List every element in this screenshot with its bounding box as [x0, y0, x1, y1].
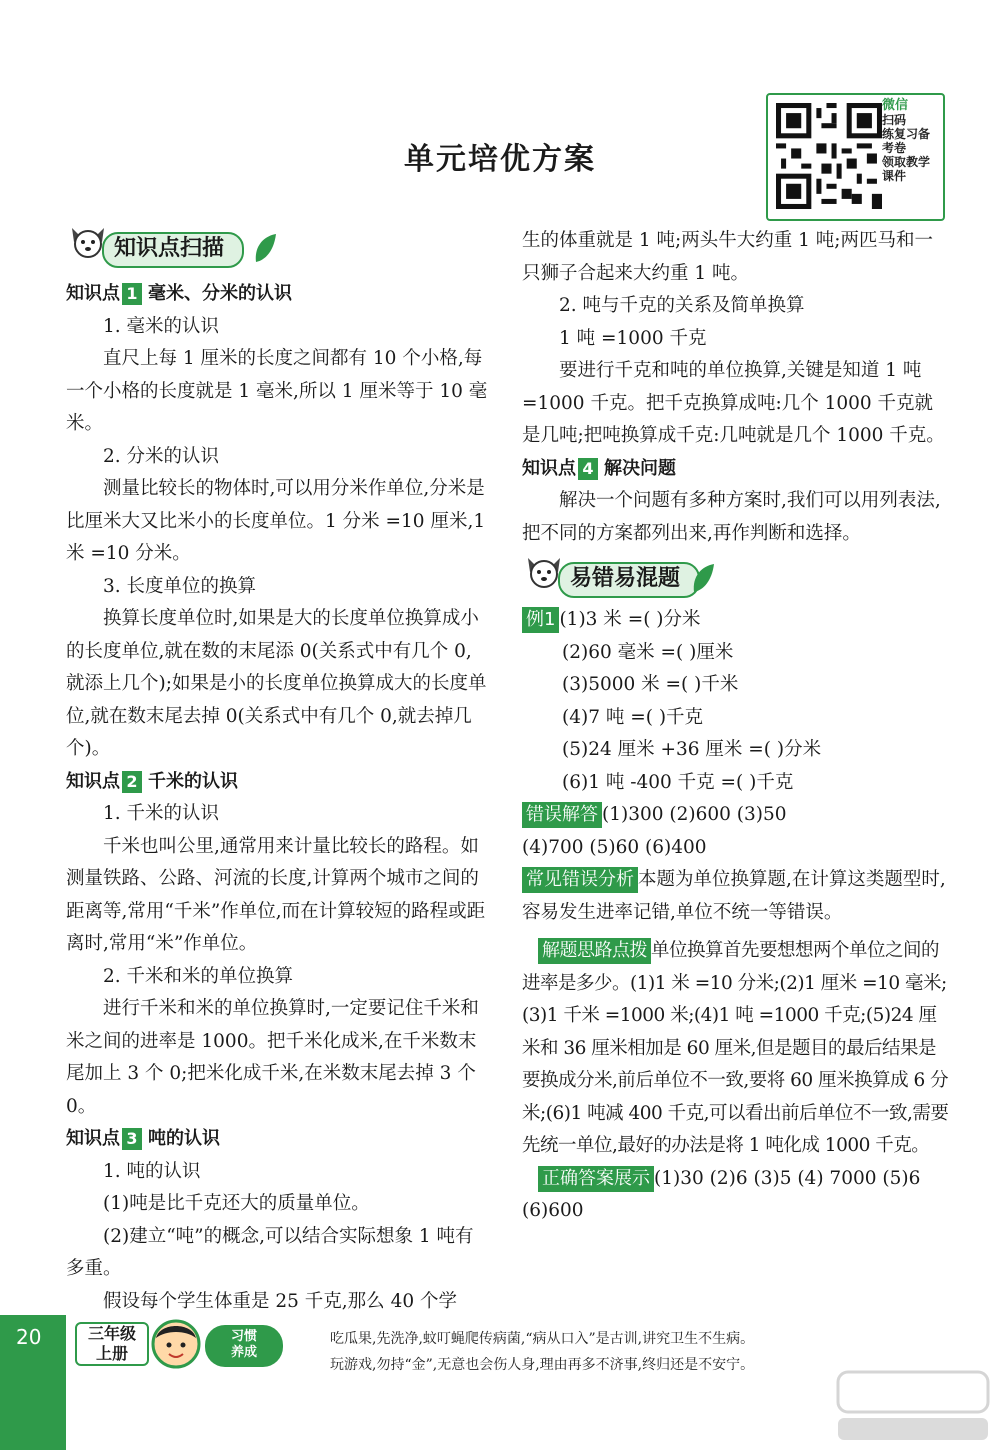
paragraph: 解决一个问题有多种方案时,我们可以用列表法,把不同的方案都列出来,再作判断和选择。 [522, 490, 941, 544]
qr-line4: 课件 [882, 169, 907, 183]
subheading: 3. 长度单位的换算 [103, 575, 257, 597]
example-tag: 例1 [522, 607, 559, 633]
wrong-answer-cont: (4)700 (5)60 (6)400 [522, 836, 707, 858]
qr-wechat-label: 微信 [882, 98, 909, 113]
paragraph: 千米也叫公里,通常用来计量比较长的路程。如测量铁路、公路、河流的长度,计算两个城市之间的距离等,常用“千米”作单位,而在计算较短的路程或距离时,常用“米”作单位。 [66, 835, 486, 954]
kp-title-1: 毫米、分米的认识 [148, 283, 292, 304]
paragraph: 生的体重就是 1 吨;两头牛大约重 1 吨;两匹马和一只狮子合起来大约重 1 吨。 [522, 230, 934, 284]
knowledge-point-2: 知识点 2 千米的认识 [66, 770, 238, 792]
qr-line2: 考卷 [882, 141, 907, 155]
qr-box[interactable] [766, 93, 945, 221]
page-number: 20 [16, 1325, 42, 1349]
kp-number-4: 4 [578, 458, 598, 480]
qr-line1: 练复习备 [882, 127, 931, 141]
common-errors: 常见错误分析 本题为单位换算题,在计算这类题型时,容易发生进率记错,单位不统一等错误。 [522, 869, 946, 923]
footer-rhyme-line2: 玩游戏,勿持“金”,无意也会伤人身,理由再多不济事,终归还是不安宁。 [330, 1357, 755, 1373]
kp-number-2: 2 [122, 771, 142, 793]
qr-line3: 领取教学 [882, 155, 931, 169]
paragraph: 测量比较长的物体时,可以用分米作单位,分米是比厘米大又比米小的长度单位。1 分米 =10 厘米,1 米 =10 分米。 [66, 478, 486, 564]
section-title-mistakes: 易错易混题 [558, 562, 700, 598]
question-5: (5)24 厘米 +36 厘米 =( )分米 [562, 739, 822, 760]
paragraph: 进行千米和米的单位换算时,一定要记住千米和米之间的进率是 1000。把千米化成米,在千米数末尾加上 3 个 0;把米化成千米,在米数末尾去掉 3 个 0。 [66, 998, 479, 1117]
formula: 1 吨 =1000 千克 [559, 327, 707, 349]
qr-caption [882, 99, 942, 183]
watermark-logo [828, 1366, 998, 1446]
paragraph: (1)吨是比千克还大的质量单位。 [103, 1193, 370, 1214]
qr-scan-label: 扫码 [882, 113, 907, 127]
solution-tips: 解题思路点拨 单位换算首先要想想两个单位之间的进率是多少。(1)1 米 =10 分米;(2)1 厘米 =10 毫米;(3)1 千米 =1000 米;(4)1 吨 =1000 千克;(5)24 厘米和 36 厘米相加是 60 厘米,但是题目的最后结果是要换成分米,前后单位不一致,要将 60 厘米换算成 6 分米;(6)1 吨减 400 千克,可以看出前后单位不一致,需要先统一单位,最好的办法是将 1 吨化成 1000 千克。 [522, 940, 949, 1156]
knowledge-point-4: 知识点 4 解决问题 [522, 457, 676, 479]
left-column [66, 278, 490, 1318]
subheading: 1. 毫米的认识 [103, 315, 220, 337]
section-head-knowledge [66, 222, 286, 272]
paragraph: 假设每个学生体重是 25 千克,那么 40 个学 [103, 1290, 457, 1312]
section-head-mistakes [522, 552, 722, 602]
paragraph: 直尺上每 1 厘米的长度之间都有 10 个小格,每一个小格的长度就是 1 毫米,所以 1 厘米等于 10 毫米。 [66, 348, 488, 434]
habit-badge: 习惯 养成 [205, 1325, 283, 1367]
question-3: (3)5000 米 =( )千米 [562, 674, 739, 695]
question-2: (2)60 毫米 =( )厘米 [562, 641, 734, 663]
question-6: (6)1 吨 -400 千克 =( )千克 [562, 771, 794, 793]
common-errors-tag: 常见错误分析 [522, 867, 638, 893]
footer-rhyme-line1: 吃瓜果,先洗净,蚊叮蝇爬传病菌,“病从口入”是古训,讲究卫生不生病。 [330, 1331, 755, 1347]
leaf-icon [252, 232, 278, 264]
right-column [522, 225, 950, 1228]
question-4: (4)7 吨 =( )千克 [562, 706, 704, 728]
subheading: 2. 千米和米的单位换算 [103, 965, 294, 987]
subheading: 1. 吨的认识 [103, 1160, 201, 1182]
paragraph: 换算长度单位时,如果是大的长度单位换算成小的长度单位,就在数的末尾添 0(关系式中有几个 0,就添上几个);如果是小的长度单位换算成大的长度单位,就在数末尾去掉 0(关系式中有几个 0,就去掉几个)。 [66, 608, 487, 759]
correct-answers: 正确答案展示 (1)30 (2)6 (3)5 (4) 7000 (5)6 (6)600 [522, 1167, 921, 1221]
paragraph: (2)建立“吨”的概念,可以结合实际想象 1 吨有多重。 [66, 1225, 474, 1279]
knowledge-point-1: 知识点 1 毫米、分米的认识 [66, 283, 292, 304]
kp-title-4: 解决问题 [604, 457, 676, 479]
kid-face-icon [150, 1318, 202, 1370]
subheading: 1. 千米的认识 [103, 803, 220, 824]
leaf-icon [690, 562, 716, 594]
solution-tips-tag: 解题思路点拨 [538, 938, 651, 964]
knowledge-point-3: 知识点 3 吨的认识 [66, 1128, 220, 1149]
subheading: 2. 分米的认识 [103, 445, 220, 467]
correct-answers-tag: 正确答案展示 [538, 1166, 654, 1192]
footer-rhyme [330, 1326, 754, 1378]
grade-label: 三年级 上册 [75, 1322, 149, 1366]
subheading: 2. 吨与千克的关系及简单换算 [559, 295, 805, 316]
kp-number-3: 3 [122, 1128, 142, 1150]
kp-title-3: 吨的认识 [148, 1128, 220, 1149]
kp-title-2: 千米的认识 [148, 770, 238, 792]
wrong-answer: 错误解答 (1)300 (2)600 (3)50 [522, 799, 950, 832]
paragraph: 要进行千克和吨的单位换算,关键是知道 1 吨 =1000 千克。把千克换算成吨:几个 1000 千克就是几吨;把吨换算成千克:几吨就是几个 1000 千克。 [522, 360, 945, 446]
section-title-knowledge: 知识点扫描 [102, 232, 244, 268]
qr-code-icon[interactable] [776, 103, 882, 209]
question-1: 例1 (1)3 米 =( )分米 [522, 604, 950, 637]
wrong-answer-tag: 错误解答 [522, 802, 602, 828]
page-title: 单元培优方案 [404, 142, 596, 177]
kp-number-1: 1 [122, 283, 142, 305]
